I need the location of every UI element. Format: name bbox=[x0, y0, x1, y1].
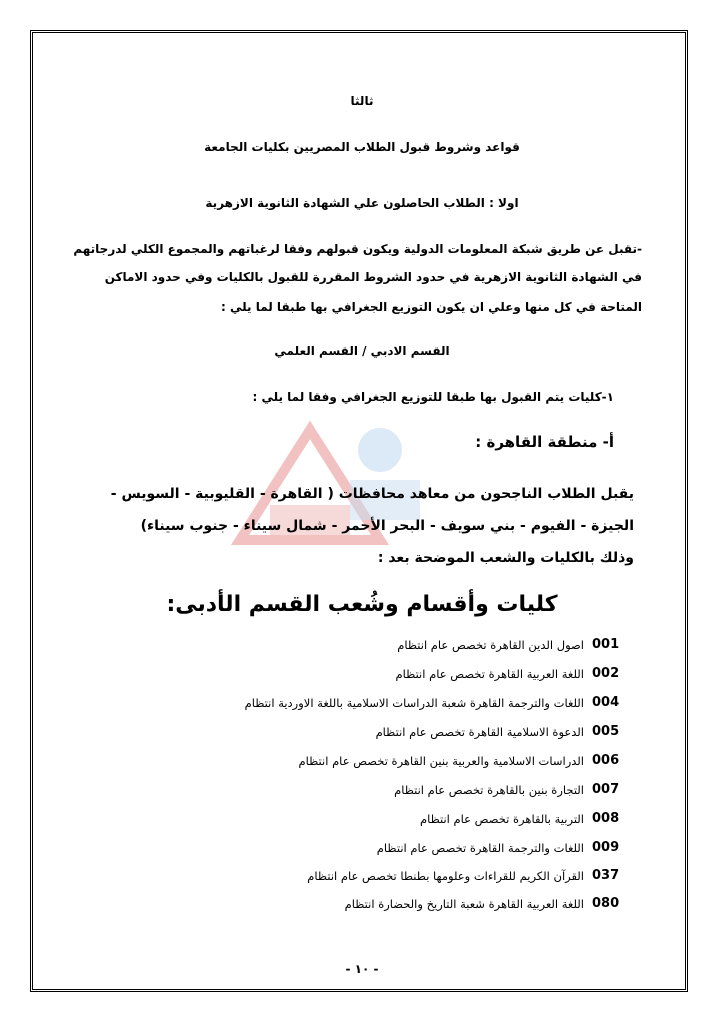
page-title: قواعد وشروط قبول الطلاب المصريين بكليات الجامعة bbox=[204, 140, 520, 154]
list-item bbox=[307, 868, 632, 883]
program-name: اللغة العربية القاهرة شعبة التاريخ والحضارة انتظام bbox=[344, 896, 584, 911]
program-name: اللغات والترجمة القاهرة شعبة الدراسات الاسلامية باللغة الاوردية انتظام bbox=[244, 695, 584, 710]
program-name: اللغة العربية القاهرة تخصص عام انتظام bbox=[395, 666, 584, 681]
list-item bbox=[396, 666, 632, 681]
program-code: 004 bbox=[592, 695, 620, 710]
program-name: القرآن الكريم للقراءات وعلومها بطنطا تخصص عام انتظام bbox=[307, 868, 584, 883]
program-code: 080 bbox=[592, 896, 620, 911]
section-first-heading: اولا : الطلاب الحاصلون علي الشهادة الثانوية الازهرية bbox=[205, 196, 519, 210]
region-text-line-2: الجيزة - الفيوم - بني سويف - البحر الأحمر - شمال سيناء - جنوب سيناء) bbox=[140, 518, 634, 534]
program-name: اصول الدين القاهرة تخصص عام انتظام bbox=[397, 637, 584, 652]
list-item bbox=[376, 724, 632, 739]
program-code: 005 bbox=[592, 724, 620, 739]
page-number: - ١٠ - bbox=[345, 962, 379, 976]
program-code: 002 bbox=[592, 666, 620, 681]
intro-line-3: المتاحة في كل منها وعلي ان يكون التوزيع الجغرافي بها طبقا لما يلي : bbox=[221, 300, 642, 314]
program-name: الدعوة الاسلامية القاهرة تخصص عام انتظام bbox=[375, 724, 584, 739]
program-code: 007 bbox=[592, 782, 620, 797]
section-title: كليات وأقسام وشُعب القسم الأدبى: bbox=[166, 592, 558, 617]
program-name: التجارة بنين بالقاهرة تخصص عام انتظام bbox=[394, 782, 584, 797]
heading-third: ثالثا bbox=[350, 94, 374, 108]
program-code: 001 bbox=[592, 637, 620, 652]
region-heading: أ- منطقة القاهرة : bbox=[475, 433, 614, 451]
program-code: 009 bbox=[592, 840, 620, 855]
list-item bbox=[420, 811, 632, 826]
list-item bbox=[377, 840, 632, 855]
region-text-line-3: وذلك بالكليات والشعب الموضحة بعد : bbox=[377, 550, 634, 566]
list-item bbox=[397, 637, 632, 652]
program-code: 006 bbox=[592, 753, 620, 768]
list-item bbox=[394, 782, 632, 797]
program-code: 037 bbox=[592, 868, 620, 883]
program-name: الدراسات الاسلامية والعربية بنين القاهرة تخصص عام انتظام bbox=[298, 753, 584, 768]
program-name: التربية بالقاهرة تخصص عام انتظام bbox=[419, 811, 584, 826]
division-heading: القسم الادبي / القسم العلمي bbox=[274, 344, 450, 358]
point-1: ١-كليات يتم القبول بها طبقا للتوزيع الجغرافي وفقا لما يلي : bbox=[252, 390, 614, 404]
list-item bbox=[245, 695, 632, 710]
program-name: اللغات والترجمة القاهرة تخصص عام انتظام bbox=[376, 840, 584, 855]
list-item bbox=[345, 896, 632, 911]
program-code: 008 bbox=[592, 811, 620, 826]
intro-line-1: -تقبل عن طريق شبكة المعلومات الدولية ويكون قبولهم وفقا لرغباتهم والمجموع الكلي لدرجاتهم bbox=[73, 242, 642, 256]
list-item bbox=[298, 753, 632, 768]
intro-line-2: في الشهادة الثانوية الازهرية في حدود الشروط المقررة للقبول بالكليات وفي حدود الاماكن bbox=[104, 270, 642, 284]
region-text-line-1: يقبل الطلاب الناجحون من معاهد محافظات ( القاهرة - القليوبية - السويس - bbox=[110, 486, 634, 502]
